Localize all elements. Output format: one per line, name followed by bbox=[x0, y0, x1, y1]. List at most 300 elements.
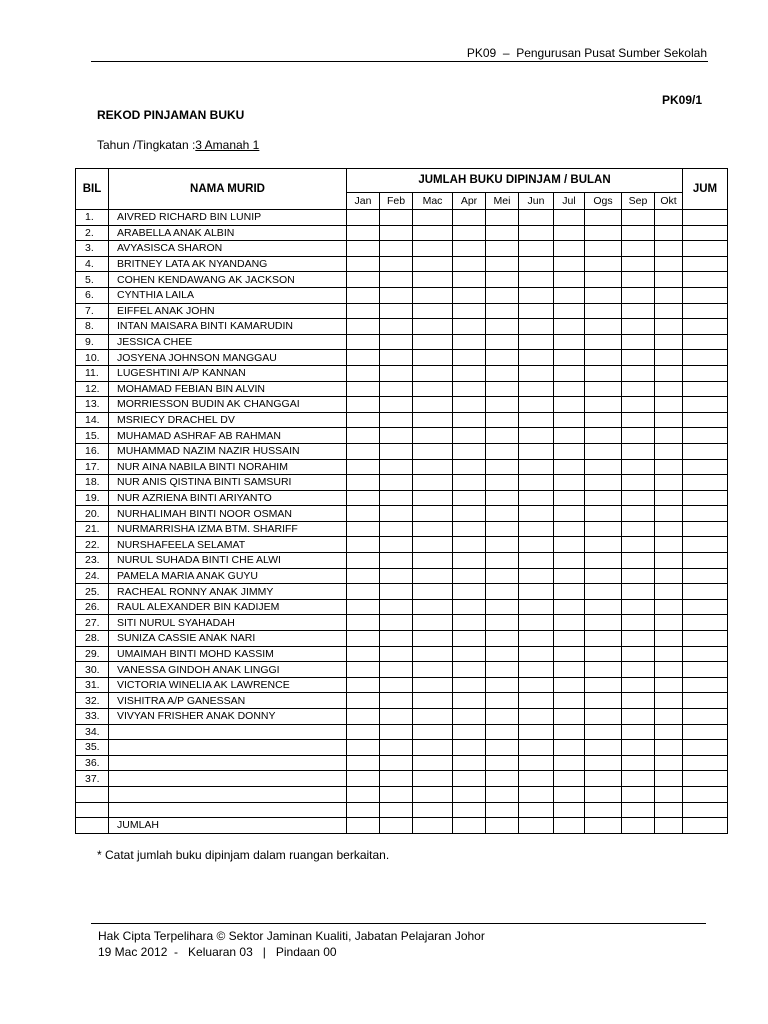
month-count-cell bbox=[519, 584, 554, 600]
total-cell bbox=[683, 615, 728, 631]
month-count-cell bbox=[554, 709, 585, 725]
month-count-cell bbox=[413, 709, 453, 725]
month-count-cell bbox=[585, 256, 622, 272]
student-name: NUR ANIS QISTINA BINTI SAMSURI bbox=[109, 475, 347, 491]
month-count-cell bbox=[380, 428, 413, 444]
month-count-cell bbox=[453, 365, 486, 381]
month-count-cell bbox=[622, 365, 655, 381]
month-count-cell bbox=[655, 319, 683, 335]
month-count-cell bbox=[519, 662, 554, 678]
month-count-cell bbox=[519, 225, 554, 241]
row-number bbox=[76, 818, 109, 834]
month-count-cell bbox=[655, 490, 683, 506]
month-count-cell bbox=[554, 724, 585, 740]
student-name: RAUL ALEXANDER BIN KADIJEM bbox=[109, 599, 347, 615]
month-count-cell bbox=[486, 615, 519, 631]
row-number: 34. bbox=[76, 724, 109, 740]
month-count-cell bbox=[486, 319, 519, 335]
row-number: 18. bbox=[76, 475, 109, 491]
month-count-cell bbox=[486, 724, 519, 740]
table-row bbox=[76, 350, 728, 366]
month-count-cell bbox=[585, 241, 622, 257]
total-cell bbox=[683, 662, 728, 678]
month-count-cell bbox=[413, 568, 453, 584]
total-cell bbox=[683, 646, 728, 662]
month-count-cell bbox=[554, 287, 585, 303]
month-count-cell bbox=[413, 241, 453, 257]
month-count-cell bbox=[380, 537, 413, 553]
month-count-cell bbox=[347, 818, 380, 834]
student-name: VICTORIA WINELIA AK LAWRENCE bbox=[109, 677, 347, 693]
month-count-cell bbox=[585, 272, 622, 288]
table-row bbox=[76, 365, 728, 381]
month-count-cell bbox=[622, 724, 655, 740]
table-row bbox=[76, 506, 728, 522]
month-count-cell bbox=[413, 443, 453, 459]
month-count-cell bbox=[554, 786, 585, 802]
month-count-cell bbox=[622, 319, 655, 335]
month-count-cell bbox=[413, 786, 453, 802]
header-rule bbox=[91, 61, 708, 62]
row-number: 22. bbox=[76, 537, 109, 553]
month-count-cell bbox=[453, 381, 486, 397]
row-number: 35. bbox=[76, 740, 109, 756]
row-number: 3. bbox=[76, 241, 109, 257]
row-number: 20. bbox=[76, 506, 109, 522]
table-row bbox=[76, 412, 728, 428]
month-count-cell bbox=[519, 381, 554, 397]
month-count-cell bbox=[347, 740, 380, 756]
month-count-cell bbox=[380, 615, 413, 631]
total-cell bbox=[683, 786, 728, 802]
table-row bbox=[76, 428, 728, 444]
month-count-cell bbox=[585, 631, 622, 647]
student-name: ARABELLA ANAK ALBIN bbox=[109, 225, 347, 241]
month-count-cell bbox=[413, 210, 453, 226]
month-count-cell bbox=[655, 334, 683, 350]
month-count-cell bbox=[519, 241, 554, 257]
student-name bbox=[109, 755, 347, 771]
month-count-cell bbox=[347, 459, 380, 475]
month-count-cell bbox=[585, 693, 622, 709]
table-row bbox=[76, 272, 728, 288]
month-count-cell bbox=[655, 428, 683, 444]
row-number: 30. bbox=[76, 662, 109, 678]
table-row bbox=[76, 334, 728, 350]
month-count-cell bbox=[453, 428, 486, 444]
month-count-cell bbox=[380, 397, 413, 413]
month-count-cell bbox=[453, 599, 486, 615]
month-header: Sep bbox=[622, 192, 655, 209]
month-count-cell bbox=[519, 272, 554, 288]
student-name: COHEN KENDAWANG AK JACKSON bbox=[109, 272, 347, 288]
month-count-cell bbox=[519, 521, 554, 537]
month-count-cell bbox=[380, 771, 413, 787]
student-name: MSRIECY DRACHEL DV bbox=[109, 412, 347, 428]
month-count-cell bbox=[622, 786, 655, 802]
footer-issue: 19 Mac 2012 - Keluaran 03 | Pindaan 00 bbox=[98, 945, 337, 959]
table-row bbox=[76, 521, 728, 537]
month-count-cell bbox=[655, 677, 683, 693]
month-count-cell bbox=[486, 521, 519, 537]
month-count-cell bbox=[519, 334, 554, 350]
month-count-cell bbox=[486, 490, 519, 506]
month-count-cell bbox=[413, 646, 453, 662]
table-row bbox=[76, 724, 728, 740]
month-count-cell bbox=[413, 755, 453, 771]
student-name bbox=[109, 802, 347, 818]
col-bil-header: BIL bbox=[76, 169, 109, 210]
month-count-cell bbox=[380, 693, 413, 709]
table-row bbox=[76, 693, 728, 709]
month-header: Apr bbox=[453, 192, 486, 209]
month-count-cell bbox=[486, 443, 519, 459]
month-count-cell bbox=[655, 537, 683, 553]
month-count-cell bbox=[380, 568, 413, 584]
month-count-cell bbox=[585, 459, 622, 475]
month-count-cell bbox=[554, 303, 585, 319]
month-count-cell bbox=[347, 802, 380, 818]
month-count-cell bbox=[380, 303, 413, 319]
student-rows bbox=[76, 210, 728, 834]
note-text: * Catat jumlah buku dipinjam dalam ruangan berkaitan. bbox=[97, 848, 390, 862]
month-count-cell bbox=[486, 771, 519, 787]
total-cell bbox=[683, 475, 728, 491]
month-count-cell bbox=[519, 303, 554, 319]
month-count-cell bbox=[519, 319, 554, 335]
month-count-cell bbox=[380, 521, 413, 537]
month-count-cell bbox=[622, 802, 655, 818]
month-count-cell bbox=[486, 553, 519, 569]
month-count-cell bbox=[380, 459, 413, 475]
month-count-cell bbox=[554, 584, 585, 600]
month-count-cell bbox=[622, 553, 655, 569]
month-count-cell bbox=[585, 755, 622, 771]
month-count-cell bbox=[413, 599, 453, 615]
month-count-cell bbox=[380, 724, 413, 740]
month-count-cell bbox=[453, 506, 486, 522]
month-count-cell bbox=[380, 334, 413, 350]
month-count-cell bbox=[554, 350, 585, 366]
month-count-cell bbox=[486, 210, 519, 226]
month-count-cell bbox=[554, 272, 585, 288]
total-cell bbox=[683, 537, 728, 553]
month-count-cell bbox=[453, 459, 486, 475]
month-count-cell bbox=[486, 428, 519, 444]
month-count-cell bbox=[519, 802, 554, 818]
month-count-cell bbox=[622, 755, 655, 771]
month-count-cell bbox=[585, 553, 622, 569]
month-count-cell bbox=[413, 334, 453, 350]
month-count-cell bbox=[486, 303, 519, 319]
month-count-cell bbox=[413, 724, 453, 740]
month-count-cell bbox=[585, 677, 622, 693]
month-count-cell bbox=[453, 786, 486, 802]
month-count-cell bbox=[380, 350, 413, 366]
row-number: 15. bbox=[76, 428, 109, 444]
student-name: VIVYAN FRISHER ANAK DONNY bbox=[109, 709, 347, 725]
month-count-cell bbox=[347, 755, 380, 771]
month-count-cell bbox=[585, 303, 622, 319]
total-cell bbox=[683, 631, 728, 647]
month-count-cell bbox=[347, 397, 380, 413]
row-number: 5. bbox=[76, 272, 109, 288]
row-number: 4. bbox=[76, 256, 109, 272]
month-count-cell bbox=[519, 740, 554, 756]
month-count-cell bbox=[622, 397, 655, 413]
month-count-cell bbox=[655, 584, 683, 600]
month-count-cell bbox=[347, 646, 380, 662]
month-count-cell bbox=[413, 506, 453, 522]
row-number: 24. bbox=[76, 568, 109, 584]
tahun-label: Tahun /Tingkatan : bbox=[97, 138, 196, 152]
month-count-cell bbox=[622, 709, 655, 725]
month-count-cell bbox=[519, 475, 554, 491]
month-count-cell bbox=[554, 818, 585, 834]
month-count-cell bbox=[622, 677, 655, 693]
month-count-cell bbox=[585, 568, 622, 584]
table-row bbox=[76, 381, 728, 397]
month-count-cell bbox=[585, 397, 622, 413]
month-count-cell bbox=[413, 475, 453, 491]
month-count-cell bbox=[622, 334, 655, 350]
month-count-cell bbox=[622, 771, 655, 787]
month-header: Jan bbox=[347, 192, 380, 209]
month-count-cell bbox=[554, 397, 585, 413]
month-count-cell bbox=[413, 490, 453, 506]
student-name: NUR AZRIENA BINTI ARIYANTO bbox=[109, 490, 347, 506]
month-count-cell bbox=[554, 210, 585, 226]
table-row bbox=[76, 740, 728, 756]
total-cell bbox=[683, 568, 728, 584]
month-count-cell bbox=[347, 303, 380, 319]
month-count-cell bbox=[453, 475, 486, 491]
month-count-cell bbox=[453, 568, 486, 584]
month-count-cell bbox=[519, 724, 554, 740]
month-count-cell bbox=[347, 662, 380, 678]
month-count-cell bbox=[380, 802, 413, 818]
month-count-cell bbox=[554, 677, 585, 693]
month-count-cell bbox=[585, 599, 622, 615]
month-count-cell bbox=[413, 319, 453, 335]
month-count-cell bbox=[655, 568, 683, 584]
student-name: NURHALIMAH BINTI NOOR OSMAN bbox=[109, 506, 347, 522]
month-count-cell bbox=[486, 802, 519, 818]
student-name: PAMELA MARIA ANAK GUYU bbox=[109, 568, 347, 584]
row-number: 27. bbox=[76, 615, 109, 631]
month-count-cell bbox=[554, 740, 585, 756]
month-count-cell bbox=[453, 210, 486, 226]
table-row bbox=[76, 818, 728, 834]
month-count-cell bbox=[655, 553, 683, 569]
month-count-cell bbox=[413, 521, 453, 537]
col-jum-header: JUM bbox=[683, 169, 728, 210]
table-row bbox=[76, 303, 728, 319]
month-count-cell bbox=[655, 646, 683, 662]
row-number: 10. bbox=[76, 350, 109, 366]
document-title: REKOD PINJAMAN BUKU bbox=[97, 108, 245, 122]
total-cell bbox=[683, 412, 728, 428]
month-count-cell bbox=[347, 475, 380, 491]
month-count-cell bbox=[585, 771, 622, 787]
month-count-cell bbox=[486, 537, 519, 553]
row-number: 33. bbox=[76, 709, 109, 725]
total-cell bbox=[683, 599, 728, 615]
month-count-cell bbox=[380, 475, 413, 491]
month-count-cell bbox=[554, 412, 585, 428]
month-count-cell bbox=[554, 334, 585, 350]
month-count-cell bbox=[622, 256, 655, 272]
month-count-cell bbox=[413, 740, 453, 756]
month-count-cell bbox=[486, 381, 519, 397]
month-count-cell bbox=[554, 443, 585, 459]
total-cell bbox=[683, 443, 728, 459]
month-count-cell bbox=[453, 662, 486, 678]
month-count-cell bbox=[347, 537, 380, 553]
month-count-cell bbox=[554, 599, 585, 615]
student-name: MOHAMAD FEBIAN BIN ALVIN bbox=[109, 381, 347, 397]
month-count-cell bbox=[453, 693, 486, 709]
row-number: 14. bbox=[76, 412, 109, 428]
month-count-cell bbox=[380, 755, 413, 771]
month-count-cell bbox=[453, 537, 486, 553]
month-count-cell bbox=[380, 256, 413, 272]
month-count-cell bbox=[519, 459, 554, 475]
month-count-cell bbox=[519, 506, 554, 522]
month-count-cell bbox=[486, 397, 519, 413]
table-row bbox=[76, 677, 728, 693]
month-count-cell bbox=[380, 490, 413, 506]
month-count-cell bbox=[655, 381, 683, 397]
month-count-cell bbox=[622, 693, 655, 709]
month-count-cell bbox=[655, 740, 683, 756]
student-name bbox=[109, 786, 347, 802]
total-cell bbox=[683, 225, 728, 241]
table-row bbox=[76, 287, 728, 303]
total-cell bbox=[683, 693, 728, 709]
month-count-cell bbox=[622, 241, 655, 257]
total-cell bbox=[683, 334, 728, 350]
row-number bbox=[76, 786, 109, 802]
total-cell bbox=[683, 724, 728, 740]
month-count-cell bbox=[347, 334, 380, 350]
month-count-cell bbox=[413, 677, 453, 693]
month-count-cell bbox=[347, 225, 380, 241]
month-count-cell bbox=[519, 568, 554, 584]
month-count-cell bbox=[585, 724, 622, 740]
student-name: VANESSA GINDOH ANAK LINGGI bbox=[109, 662, 347, 678]
month-count-cell bbox=[655, 755, 683, 771]
total-cell bbox=[683, 802, 728, 818]
row-number bbox=[76, 802, 109, 818]
month-count-cell bbox=[655, 771, 683, 787]
student-name: AIVRED RICHARD BIN LUNIP bbox=[109, 210, 347, 226]
month-count-cell bbox=[519, 755, 554, 771]
table-row bbox=[76, 584, 728, 600]
month-count-cell bbox=[622, 599, 655, 615]
month-count-cell bbox=[655, 662, 683, 678]
total-cell bbox=[683, 397, 728, 413]
total-cell bbox=[683, 740, 728, 756]
month-count-cell bbox=[486, 693, 519, 709]
month-count-cell bbox=[380, 241, 413, 257]
month-count-cell bbox=[622, 818, 655, 834]
month-count-cell bbox=[585, 412, 622, 428]
table-row bbox=[76, 397, 728, 413]
month-count-cell bbox=[622, 662, 655, 678]
month-count-cell bbox=[486, 350, 519, 366]
student-name: NURUL SUHADA BINTI CHE ALWI bbox=[109, 553, 347, 569]
row-number: 9. bbox=[76, 334, 109, 350]
table-row bbox=[76, 709, 728, 725]
month-count-cell bbox=[453, 553, 486, 569]
month-count-cell bbox=[413, 350, 453, 366]
student-name: CYNTHIA LAILA bbox=[109, 287, 347, 303]
month-count-cell bbox=[585, 537, 622, 553]
month-count-cell bbox=[347, 365, 380, 381]
month-count-cell bbox=[585, 334, 622, 350]
month-count-cell bbox=[622, 584, 655, 600]
month-count-cell bbox=[622, 210, 655, 226]
month-count-cell bbox=[347, 210, 380, 226]
month-count-cell bbox=[585, 646, 622, 662]
table-row bbox=[76, 225, 728, 241]
month-count-cell bbox=[554, 475, 585, 491]
month-count-cell bbox=[655, 506, 683, 522]
month-count-cell bbox=[380, 584, 413, 600]
table-row bbox=[76, 537, 728, 553]
month-count-cell bbox=[519, 818, 554, 834]
month-count-cell bbox=[585, 662, 622, 678]
table-row bbox=[76, 459, 728, 475]
col-month-group-header: JUMLAH BUKU DIPINJAM / BULAN bbox=[347, 169, 683, 193]
month-count-cell bbox=[655, 709, 683, 725]
month-count-cell bbox=[347, 272, 380, 288]
month-count-cell bbox=[519, 365, 554, 381]
month-count-cell bbox=[622, 568, 655, 584]
month-count-cell bbox=[347, 319, 380, 335]
row-number: 6. bbox=[76, 287, 109, 303]
month-count-cell bbox=[622, 615, 655, 631]
table-row bbox=[76, 256, 728, 272]
month-count-cell bbox=[554, 459, 585, 475]
month-count-cell bbox=[413, 256, 453, 272]
total-cell bbox=[683, 553, 728, 569]
month-count-cell bbox=[486, 412, 519, 428]
month-count-cell bbox=[486, 225, 519, 241]
row-number: 28. bbox=[76, 631, 109, 647]
month-count-cell bbox=[486, 786, 519, 802]
month-count-cell bbox=[413, 225, 453, 241]
month-count-cell bbox=[655, 459, 683, 475]
month-count-cell bbox=[486, 334, 519, 350]
month-count-cell bbox=[622, 459, 655, 475]
month-count-cell bbox=[622, 303, 655, 319]
month-count-cell bbox=[486, 709, 519, 725]
row-number: 29. bbox=[76, 646, 109, 662]
header-text: PK09 – Pengurusan Pusat Sumber Sekolah bbox=[466, 46, 707, 60]
month-count-cell bbox=[622, 225, 655, 241]
month-count-cell bbox=[519, 693, 554, 709]
month-count-cell bbox=[453, 755, 486, 771]
month-count-cell bbox=[413, 537, 453, 553]
student-name: LUGESHTINI A/P KANNAN bbox=[109, 365, 347, 381]
total-cell bbox=[683, 677, 728, 693]
month-count-cell bbox=[655, 303, 683, 319]
month-count-cell bbox=[413, 428, 453, 444]
month-count-cell bbox=[413, 397, 453, 413]
month-count-cell bbox=[486, 241, 519, 257]
